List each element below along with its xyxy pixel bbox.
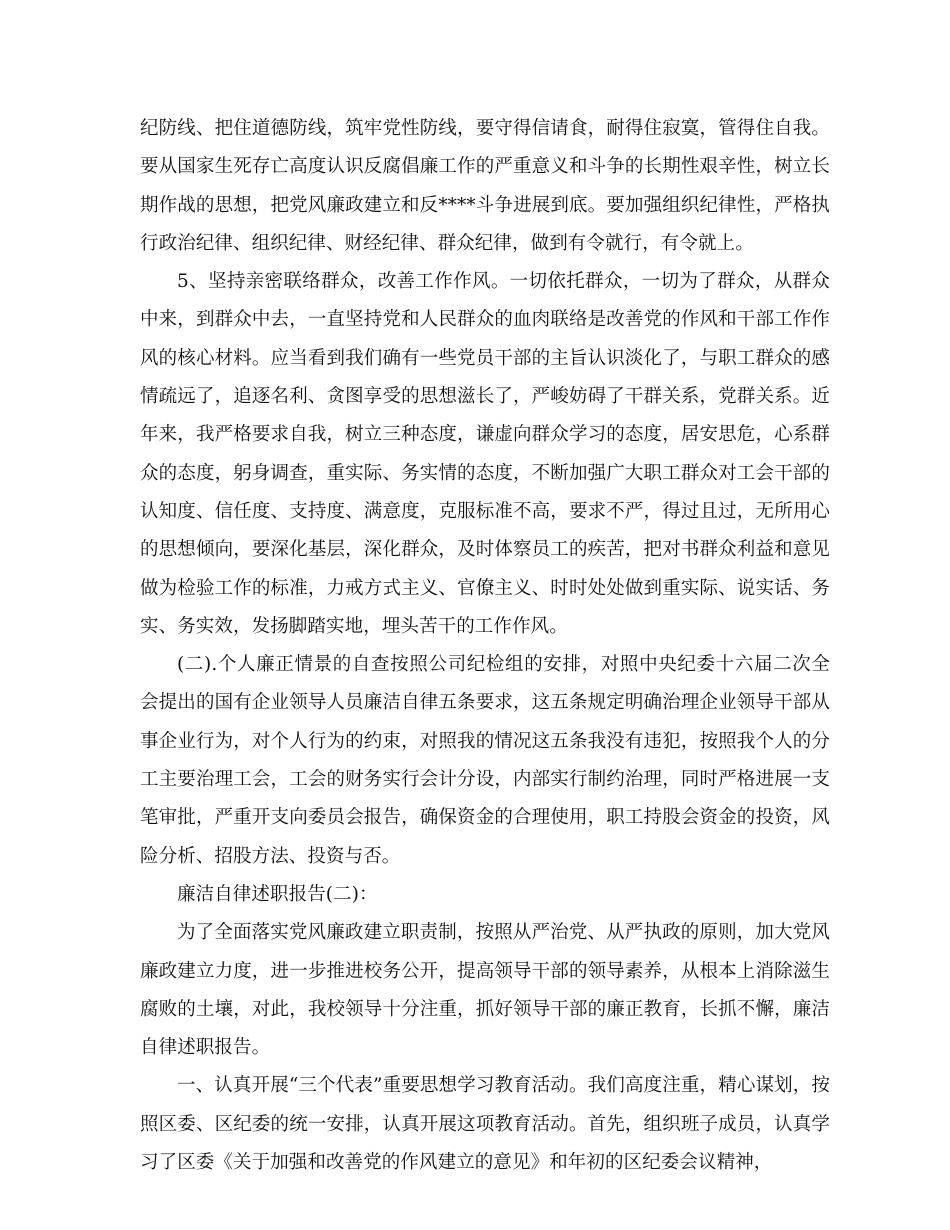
paragraph-section-2: (二).个人廉正情景的自查按照公司纪检组的安排，对照中央纪委十六届二次全会提出的国有企业领导人员廉洁自律五条要求，这五条规定明确治理企业领导干部从事企业行为，对个人行为的约束，对照我的情况这五条我没有违犯，按照我个人的分工主要治理工会，工会的财务实行会计分设，内部实行制约治理，同时严格进展一支笔审批，严重开支向委员会报告，确保资金的合理使用，职工持股会资金的投资，风险分析、招股方法、投资与否。 [140,654,830,867]
paragraph-item-1: 一、认真开展“三个代表”重要思想学习教育活动。我们高度注重，精心谋划，按照区委、区纪委的统一安排，认真开展这项教育活动。首先，组织班子成员，认真学习了区委《关于加强和改善党的作风建立的意见》和年初的区纪委会议精神， [140,1075,830,1174]
paragraph-intro: 为了全面落实党风廉政建立职责制，按照从严治党、从严执政的原则，加大党风廉政建立力度，进一步推进校务公开，提高领导干部的领导素养，从根本上消除滋生腐败的土壤，对此，我校领导十分注重，抓好领导干部的廉正教育，长抓不懈，廉洁自律述职报告。 [140,922,830,1059]
report-heading: 廉洁自律述职报告(二)： [177,883,378,905]
document-body [140,110,830,1182]
paragraph-item-5: 5、坚持亲密联络群众，改善工作作风。一切依托群众，一切为了群众，从群众中来，到群众中去，一直坚持党和人民群众的血肉联络是改善党的作风和干部工作作风的核心材料。应当看到我们确有一些党员干部的主旨认识淡化了，与职工群众的感情疏远了，追逐名利、贪图享受的思想滋长了，严峻妨碍了干群关系，党群关系。近年来，我严格要求自我，树立三种态度，谦虚向群众学习的态度，居安思危，心系群众的态度，躬身调查，重实际、务实情的态度，不断加强广大职工群众对工会干部的认知度、信任度、支持度、满意度，克服标准不高，要求不严，得过且过，无所用心的思想倾向，要深化基层，深化群众，及时体察员工的疾苦，把对书群众利益和意见做为检验工作的标准，力戒方式主义、官僚主义、时时处处做到重实际、说实话、务实、务实效，发扬脚踏实地，埋头苦干的工作作风。 [140,271,830,637]
paragraph-continuation: 纪防线、把住道德防线，筑牢党性防线，要守得信请食，耐得住寂寞，管得住自我。要从国家生死存亡高度认识反腐倡廉工作的严重意义和斗争的长期性艰辛性，树立长期作战的思想，把党风廉政建立和反****斗争进展到底。要加强组织纪律性，严格执行政治纪律、组织纪律、财经纪律、群众纪律，做到有令就行，有令就上。 [140,118,830,254]
